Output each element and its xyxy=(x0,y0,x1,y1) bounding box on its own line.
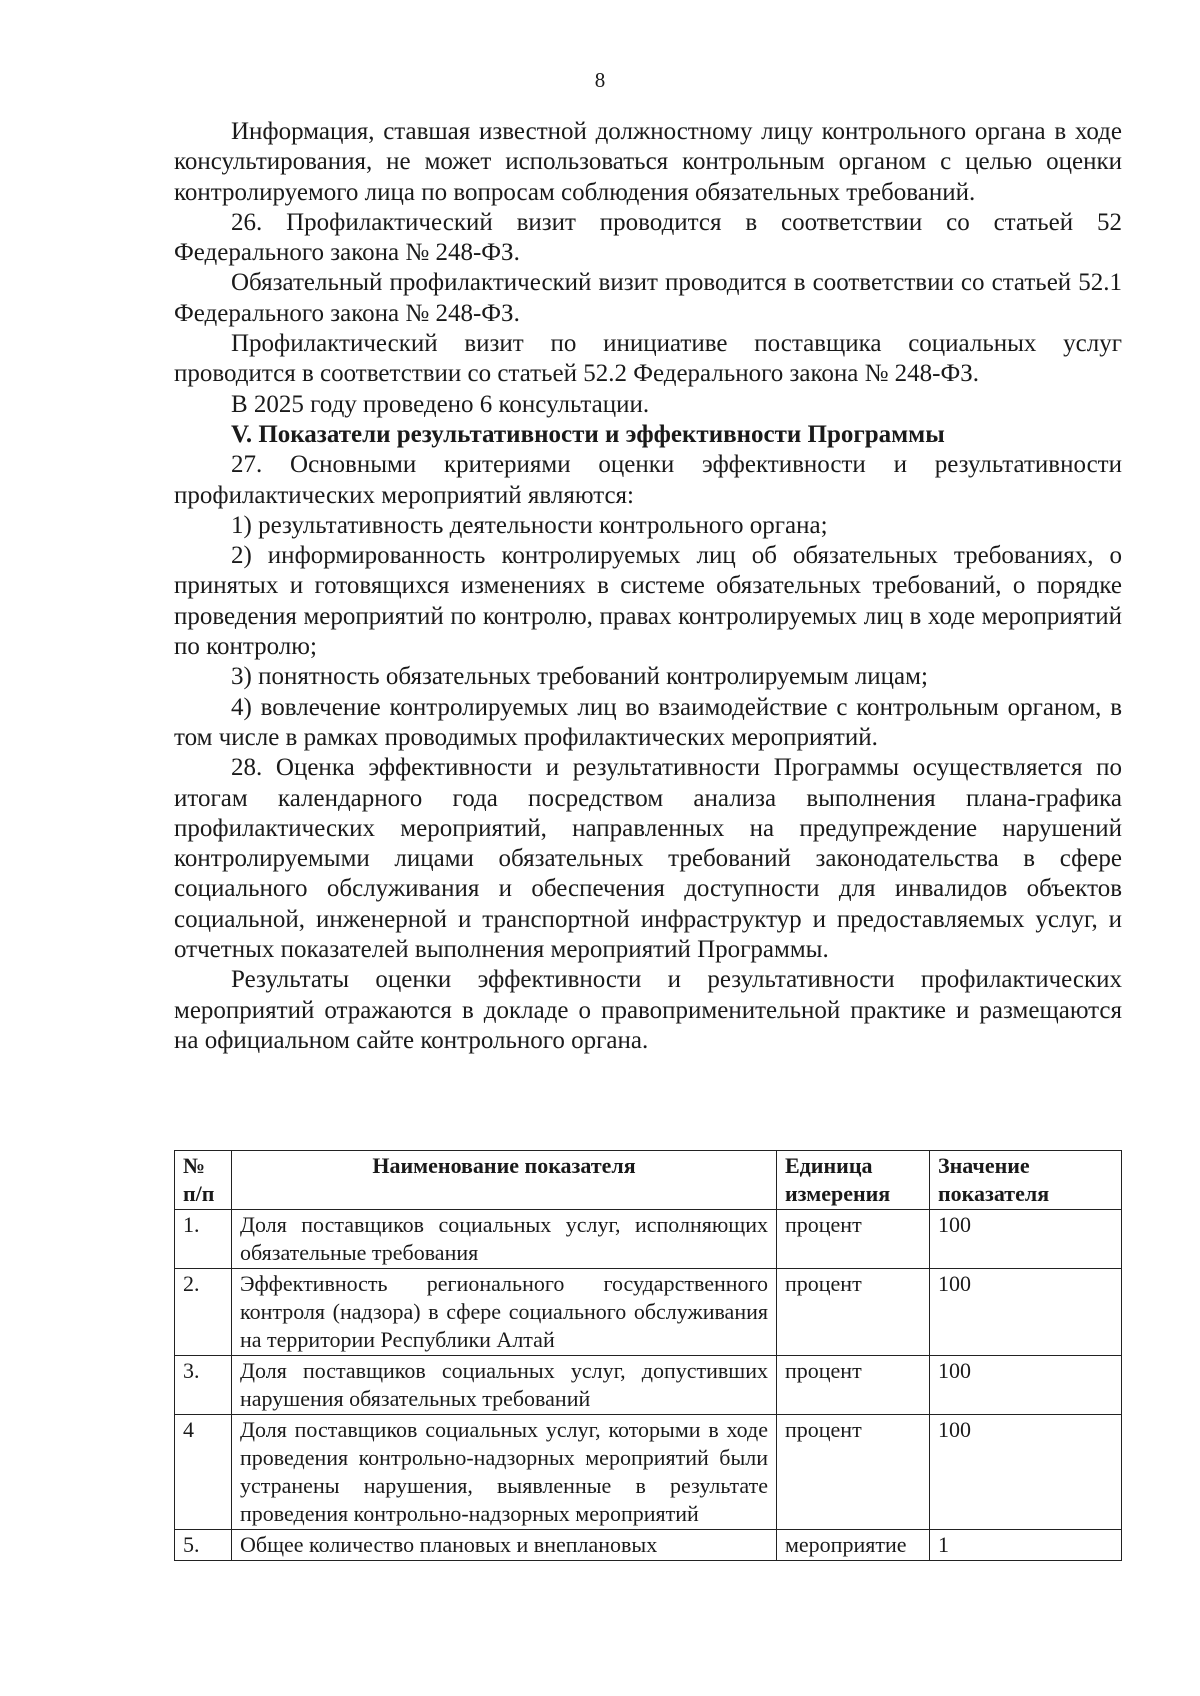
cell-value: 100 xyxy=(930,1356,1122,1415)
paragraph: Обязательный профилактический визит проводится в соответствии со статьей 52.1 Федерального закона № 248-ФЗ. xyxy=(174,269,1122,327)
paragraph: 27. Основными критериями оценки эффективности и результативности профилактических мероприятий являются: xyxy=(174,451,1122,509)
cell-name: Эффективность регионального государственного контроля (надзора) в сфере социального обслуживания на территории Республики Алтай xyxy=(232,1269,777,1356)
table-row xyxy=(175,1356,1122,1415)
header-value: Значение показателя xyxy=(930,1151,1122,1210)
cell-unit: процент xyxy=(777,1356,930,1415)
cell-unit: процент xyxy=(777,1415,930,1530)
header-unit: Единица измерения xyxy=(777,1151,930,1210)
table-row xyxy=(175,1269,1122,1356)
cell-num: 5. xyxy=(175,1530,232,1561)
table-row xyxy=(175,1415,1122,1530)
cell-name: Доля поставщиков социальных услуг, исполняющих обязательные требования xyxy=(232,1210,777,1269)
list-item: 3) понятность обязательных требований контролируемым лицам; xyxy=(231,663,928,691)
list-item: 1) результативность деятельности контрольного органа; xyxy=(231,511,828,539)
document-body xyxy=(174,117,1122,1056)
header-num: № п/п xyxy=(175,1151,232,1210)
paragraph: 26. Профилактический визит проводится в соответствии со статьей 52 Федерального закона № 248-ФЗ. xyxy=(174,208,1122,267)
cell-unit: мероприятие xyxy=(777,1530,930,1561)
paragraph: В 2025 году проведено 6 консультации. xyxy=(231,390,650,418)
cell-num: 4 xyxy=(175,1415,232,1530)
cell-num: 3. xyxy=(175,1356,232,1415)
page-number: 8 xyxy=(594,68,606,92)
cell-unit: процент xyxy=(777,1210,930,1269)
cell-value: 1 xyxy=(930,1530,1122,1561)
cell-value: 100 xyxy=(930,1269,1122,1356)
paragraph: Результаты оценки эффективности и результативности профилактических мероприятий отражаются в докладе о правоприменительной практике и размещаются на официальном сайте контрольного органа. xyxy=(174,966,1122,1054)
paragraph: 28. Оценка эффективности и результативности Программы осуществляется по итогам календарного года посредством анализа выполнения плана-графика профилактических мероприятий, направленных на предупреждение нарушений контролируемыми лицами обязательных требований законодательства в сфере социального обслуживания и обеспечения доступности для инвалидов объектов социальной, инженерной и транспортной инфраструктур и предоставляемых услуг, и отчетных показателей выполнения мероприятий Программы. xyxy=(174,754,1122,964)
cell-name: Доля поставщиков социальных услуг, допустивших нарушения обязательных требований xyxy=(232,1356,777,1415)
cell-num: 2. xyxy=(175,1269,232,1356)
section-title: V. Показатели результативности и эффективности Программы xyxy=(231,420,945,448)
cell-value: 100 xyxy=(930,1210,1122,1269)
paragraph: Информация, ставшая известной должностному лицу контрольного органа в ходе консультирования, не может использоваться контрольным органом с целью оценки контролируемого лица по вопросам соблюдения обязательных требований. xyxy=(174,118,1122,206)
cell-num: 1. xyxy=(175,1210,232,1269)
cell-value: 100 xyxy=(930,1415,1122,1530)
paragraph: Профилактический визит по инициативе поставщика социальных услуг проводится в соответствии со статьей 52.2 Федерального закона № 248-ФЗ. xyxy=(174,330,1122,388)
cell-name: Общее количество плановых и внеплановых xyxy=(232,1530,777,1561)
table-row xyxy=(175,1530,1122,1561)
list-item: 2) информированность контролируемых лиц об обязательных требованиях, о принятых и готовящихся изменениях в системе обязательных требований, о порядке проведения мероприятий по контролю, правах контролируемых лиц в ходе мероприятий по контролю; xyxy=(174,542,1122,661)
list-item: 4) вовлечение контролируемых лиц во взаимодействие с контрольным органом, в том числе в рамках проводимых профилактических мероприятий. xyxy=(174,693,1122,751)
indicators-table xyxy=(174,1150,1122,1561)
table-header-row xyxy=(175,1151,1122,1210)
header-name: Наименование показателя xyxy=(232,1151,777,1210)
cell-unit: процент xyxy=(777,1269,930,1356)
table-row xyxy=(175,1210,1122,1269)
cell-name: Доля поставщиков социальных услуг, которыми в ходе проведения контрольно-надзорных мероприятий были устранены нарушения, выявленные в результате проведения контрольно-надзорных мероприятий xyxy=(232,1415,777,1530)
